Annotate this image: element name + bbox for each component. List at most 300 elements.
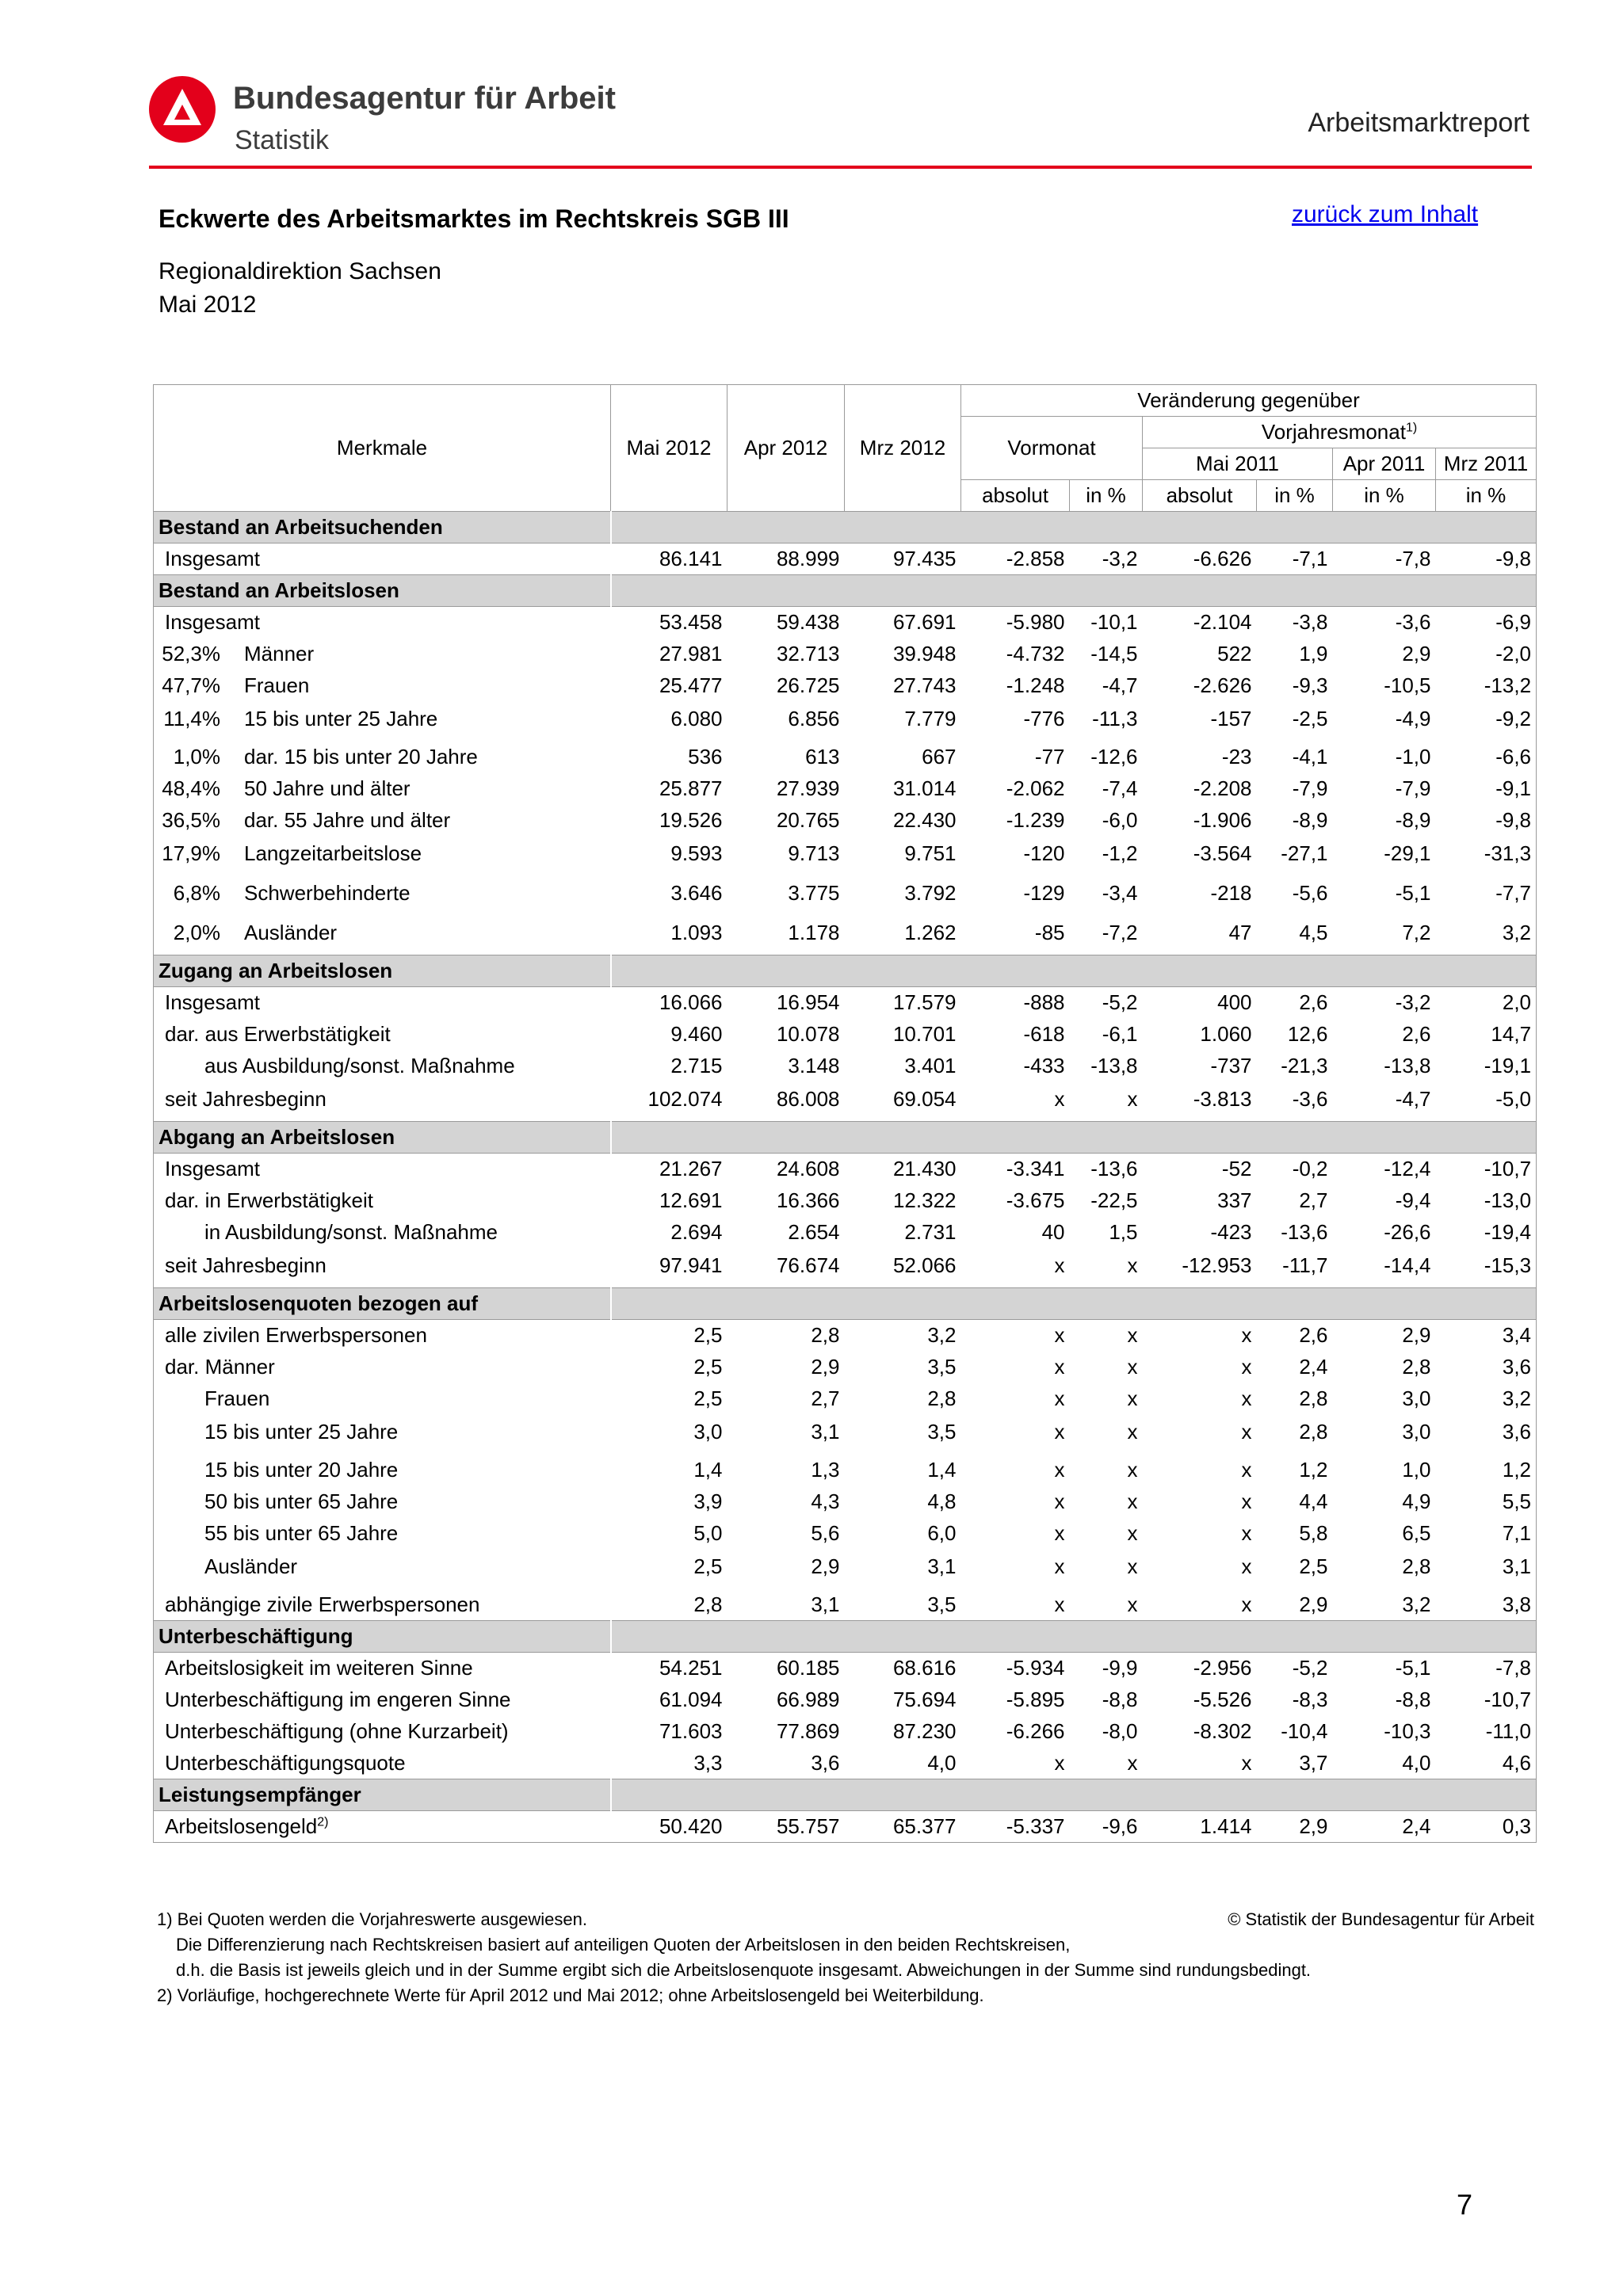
value-apr-2011-pct: 4,0: [1402, 1750, 1431, 1775]
row-label-text: Insgesamt: [165, 610, 260, 635]
row-label: [154, 805, 611, 837]
row-label: [154, 1811, 611, 1843]
value-apr-2011-pct: 6,5: [1402, 1521, 1431, 1545]
value-apr-2012: 88.999: [776, 547, 840, 570]
row-label-text: aus Ausbildung/sonst. Maßnahme: [204, 1054, 515, 1077]
value-apr-2011-pct: 2,6: [1402, 1022, 1431, 1046]
value-vormonat-absolut: x: [1054, 1750, 1065, 1775]
labour-market-table: [153, 384, 1537, 1843]
value-apr-2011-pct: -5,1: [1395, 881, 1431, 905]
report-name: Arbeitsmarktreport: [1308, 108, 1529, 138]
row-label: [154, 1383, 611, 1415]
value-mrz-2012: 9.751: [904, 841, 957, 865]
header-absolut: absolut: [961, 480, 1070, 512]
value-mai-2012: 61.094: [659, 1688, 723, 1711]
value-mai-2011-absolut: 47: [1228, 920, 1252, 944]
value-mai-2011-absolut: 337: [1217, 1188, 1252, 1212]
value-apr-2011-pct: -3,2: [1395, 990, 1431, 1015]
value-apr-2011-pct: 2,9: [1402, 642, 1431, 666]
header-mai-2012: Mai 2012: [611, 385, 727, 512]
value-mrz-2011-pct: 2,0: [1436, 987, 1537, 1019]
value-vormonat-pct: -7,4: [1102, 776, 1138, 800]
value-mrz-2012: 75.694: [892, 1688, 957, 1711]
value-mai-2012: 1.093: [670, 920, 723, 944]
copyright: © Statistik der Bundesagentur für Arbeit: [1228, 1909, 1534, 1929]
value-mai-2011-pct: -11,7: [1282, 1253, 1328, 1277]
value-mrz-2012: 1,4: [927, 1458, 957, 1482]
value-vormonat-pct: -8,0: [1102, 1719, 1138, 1743]
row-label-text: Arbeitslosigkeit im weiteren Sinne: [165, 1656, 473, 1680]
value-mrz-2011-pct: -5,0: [1436, 1082, 1537, 1122]
section-title: Abgang an Arbeitslosen: [154, 1122, 611, 1154]
value-vormonat-absolut: -85: [1034, 920, 1065, 944]
value-vormonat-pct: x: [1127, 1420, 1138, 1444]
header-mrz-2012: Mrz 2012: [845, 385, 961, 512]
value-apr-2012: 4,3: [811, 1489, 840, 1513]
value-apr-2011-pct: -7,8: [1395, 547, 1431, 570]
value-mai-2011-absolut: -8.302: [1193, 1719, 1252, 1743]
table-row: [154, 1455, 1537, 1486]
row-label: [154, 1716, 611, 1748]
value-mai-2011-absolut: -218: [1210, 881, 1252, 905]
value-mrz-2011-pct: 3,8: [1436, 1589, 1537, 1621]
header-apr-2012: Apr 2012: [727, 385, 845, 512]
value-vormonat-absolut: x: [1054, 1458, 1065, 1482]
value-mai-2011-pct: -3,8: [1292, 610, 1328, 635]
value-mai-2011-pct: -8,9: [1292, 808, 1328, 832]
section-fill: [611, 955, 1537, 987]
value-mrz-2011-pct: 3,6: [1436, 1352, 1537, 1383]
section-fill: [611, 1288, 1537, 1320]
value-mai-2012: 9.460: [670, 1022, 723, 1046]
value-apr-2011-pct: 2,8: [1402, 1355, 1431, 1379]
value-mai-2012: 2,5: [693, 1386, 723, 1410]
value-apr-2011-pct: 7,2: [1402, 920, 1431, 944]
row-label: [154, 1082, 611, 1122]
value-apr-2012: 20.765: [776, 808, 840, 832]
value-mai-2011-absolut: x: [1241, 1489, 1252, 1513]
value-apr-2012: 9.713: [788, 841, 840, 865]
table-row: [154, 1352, 1537, 1383]
value-apr-2012: 1,3: [811, 1458, 840, 1482]
value-mai-2011-pct: 2,9: [1299, 1592, 1328, 1616]
row-label: [154, 916, 611, 955]
row-label-text: Insgesamt: [165, 990, 260, 1015]
footnote-1: 1) Bei Quoten werden die Vorjahreswerte ausgewiesen.: [157, 1909, 587, 1929]
row-label-text: 50 Jahre und älter: [244, 776, 411, 800]
value-vormonat-pct: x: [1127, 1521, 1138, 1545]
table-row: [154, 742, 1537, 773]
row-label-text: Männer: [244, 642, 315, 666]
value-vormonat-pct: -6,1: [1102, 1022, 1138, 1046]
table-row: [154, 1716, 1537, 1748]
header-in-pct: in %: [1436, 480, 1537, 512]
value-mai-2011-pct: -8,3: [1292, 1688, 1328, 1711]
value-mai-2012: 16.066: [659, 990, 723, 1015]
value-mrz-2011-pct: -2,0: [1436, 639, 1537, 670]
value-mai-2012: 25.477: [659, 673, 723, 697]
section-header: [154, 1122, 1537, 1154]
value-mai-2012: 6.080: [670, 707, 723, 730]
row-label: [154, 773, 611, 805]
value-mai-2011-absolut: -3.813: [1193, 1086, 1252, 1111]
section-header: [154, 575, 1537, 607]
value-apr-2011-pct: 3,0: [1402, 1420, 1431, 1444]
value-mrz-2011-pct: -31,3: [1436, 837, 1537, 876]
value-mrz-2011-pct: -13,0: [1436, 1185, 1537, 1217]
value-vormonat-pct: -10,1: [1090, 610, 1138, 635]
table-row: [154, 987, 1537, 1019]
value-mai-2011-absolut: x: [1241, 1592, 1252, 1616]
header-in-pct: in %: [1070, 480, 1143, 512]
value-apr-2011-pct: -10,3: [1384, 1719, 1431, 1743]
row-label: [154, 1748, 611, 1779]
value-mai-2011-pct: -4,1: [1292, 745, 1328, 769]
ba-logo-icon: [149, 76, 216, 143]
value-mai-2011-pct: 1,9: [1299, 642, 1328, 666]
value-apr-2011-pct: 3,2: [1402, 1592, 1431, 1616]
value-mrz-2011-pct: -6,6: [1436, 742, 1537, 773]
value-mai-2011-absolut: 1.060: [1200, 1022, 1252, 1046]
value-mrz-2011-pct: 3,2: [1436, 916, 1537, 955]
value-mai-2012: 12.691: [659, 1188, 723, 1212]
value-mai-2012: 53.458: [659, 610, 723, 635]
value-mai-2011-absolut: x: [1241, 1458, 1252, 1482]
value-apr-2012: 32.713: [776, 642, 840, 666]
value-mai-2011-absolut: -6.626: [1193, 547, 1252, 570]
row-label-text: dar. 55 Jahre und älter: [244, 808, 451, 832]
row-label-text: dar. Männer: [165, 1355, 275, 1379]
brand-subtitle: Statistik: [235, 125, 330, 155]
value-mai-2012: 3,3: [693, 1750, 723, 1775]
value-apr-2011-pct: -29,1: [1384, 841, 1431, 865]
header-vorjahresmonat: Vorjahresmonat$^{1)}$: [1143, 417, 1537, 448]
value-vormonat-pct: x: [1127, 1554, 1138, 1578]
value-vormonat-absolut: -5.934: [1006, 1656, 1065, 1680]
section-fill: [611, 1779, 1537, 1811]
value-mrz-2012: 1.262: [904, 920, 957, 944]
value-mai-2011-absolut: x: [1241, 1420, 1252, 1444]
table-row: [154, 607, 1537, 639]
value-mrz-2011-pct: -15,3: [1436, 1249, 1537, 1288]
value-mai-2011-absolut: x: [1241, 1554, 1252, 1578]
footnote-1-cont: d.h. die Basis ist jeweils gleich und in der Summe ergibt sich die Arbeitslosenquote insgesamt. Abweichungen in der Summe sind rundungsbedingt.: [176, 1960, 1312, 1980]
value-vormonat-absolut: -2.858: [1006, 547, 1065, 570]
value-mai-2011-pct: -0,2: [1292, 1157, 1328, 1181]
value-apr-2012: 613: [805, 745, 840, 769]
value-apr-2012: 2,9: [811, 1355, 840, 1379]
value-vormonat-absolut: x: [1054, 1355, 1065, 1379]
row-label: [154, 1486, 611, 1518]
region-label: Regionaldirektion Sachsen: [158, 258, 441, 284]
value-vormonat-absolut: -618: [1023, 1022, 1065, 1046]
value-mrz-2012: 22.430: [892, 808, 957, 832]
value-mai-2011-pct: 2,7: [1299, 1188, 1328, 1212]
row-label-text: Unterbeschäftigungsquote: [165, 1750, 406, 1775]
value-mrz-2011-pct: 3,4: [1436, 1320, 1537, 1352]
value-mai-2012: 9.593: [670, 841, 723, 865]
value-mrz-2012: 6,0: [927, 1521, 957, 1545]
value-vormonat-absolut: -1.239: [1006, 808, 1065, 832]
value-vormonat-pct: -5,2: [1102, 990, 1138, 1015]
value-mrz-2012: 2,8: [927, 1386, 957, 1410]
value-mai-2011-pct: -5,2: [1292, 1656, 1328, 1680]
value-vormonat-pct: x: [1127, 1592, 1138, 1616]
value-vormonat-absolut: -6.266: [1006, 1719, 1065, 1743]
value-vormonat-pct: x: [1127, 1355, 1138, 1379]
value-mai-2011-absolut: -2.626: [1193, 673, 1252, 697]
value-vormonat-pct: x: [1127, 1086, 1138, 1111]
value-mrz-2011-pct: 0,3: [1436, 1811, 1537, 1843]
value-apr-2012: 60.185: [776, 1656, 840, 1680]
row-label-text: 15 bis unter 25 Jahre: [204, 1420, 399, 1444]
row-label: [154, 1455, 611, 1486]
value-mrz-2012: 4,0: [927, 1750, 957, 1775]
value-mai-2011-absolut: 400: [1217, 990, 1252, 1015]
table-row: [154, 1019, 1537, 1051]
row-label: [154, 876, 611, 916]
table-row: [154, 1684, 1537, 1716]
value-apr-2011-pct: -12,4: [1384, 1157, 1431, 1181]
value-mai-2011-absolut: -23: [1221, 745, 1252, 769]
value-apr-2012: 2,7: [811, 1386, 840, 1410]
row-label: [154, 1185, 611, 1217]
value-mrz-2012: 27.743: [892, 673, 957, 697]
value-mrz-2011-pct: -13,2: [1436, 670, 1537, 702]
value-apr-2011-pct: -4,9: [1395, 707, 1431, 730]
value-vormonat-absolut: -2.062: [1006, 776, 1065, 800]
row-label: [154, 1589, 611, 1621]
value-mrz-2012: 17.579: [892, 990, 957, 1015]
value-vormonat-pct: -13,6: [1090, 1157, 1138, 1181]
value-mai-2011-absolut: -157: [1210, 707, 1252, 730]
table-row: [154, 1249, 1537, 1288]
header-apr-2011: Apr 2011: [1333, 448, 1436, 480]
value-mrz-2011-pct: 5,5: [1436, 1486, 1537, 1518]
value-mai-2011-pct: 3,7: [1299, 1750, 1328, 1775]
value-vormonat-absolut: x: [1054, 1554, 1065, 1578]
value-apr-2011-pct: -10,5: [1384, 673, 1431, 697]
row-label: [154, 1051, 611, 1082]
value-vormonat-absolut: x: [1054, 1420, 1065, 1444]
value-vormonat-pct: x: [1127, 1386, 1138, 1410]
row-label: [154, 1019, 611, 1051]
value-mai-2012: 3,0: [693, 1420, 723, 1444]
section-title: Zugang an Arbeitslosen: [154, 955, 611, 987]
row-label-text: seit Jahresbeginn: [165, 1253, 327, 1277]
value-apr-2012: 2.654: [788, 1220, 840, 1244]
table-row: [154, 1383, 1537, 1415]
value-apr-2012: 3,1: [811, 1420, 840, 1444]
value-mrz-2012: 3,5: [927, 1592, 957, 1616]
value-mai-2011-pct: -3,6: [1292, 1086, 1328, 1111]
value-apr-2011-pct: -5,1: [1395, 1656, 1431, 1680]
value-mrz-2011-pct: -9,8: [1436, 805, 1537, 837]
value-vormonat-absolut: -5.895: [1006, 1688, 1065, 1711]
value-vormonat-absolut: -3.341: [1006, 1157, 1065, 1181]
header-mai-2011: Mai 2011: [1143, 448, 1333, 480]
row-label-text: alle zivilen Erwerbspersonen: [165, 1323, 427, 1348]
value-mrz-2012: 67.691: [892, 610, 957, 635]
value-mrz-2011-pct: -19,4: [1436, 1217, 1537, 1249]
value-mai-2011-absolut: x: [1241, 1750, 1252, 1775]
value-mrz-2011-pct: -10,7: [1436, 1684, 1537, 1716]
value-mai-2011-absolut: -3.564: [1193, 841, 1252, 865]
value-apr-2011-pct: -14,4: [1384, 1253, 1431, 1277]
table-row: [154, 1811, 1537, 1843]
value-mrz-2011-pct: -11,0: [1436, 1716, 1537, 1748]
table-row: [154, 702, 1537, 742]
value-vormonat-absolut: x: [1054, 1253, 1065, 1277]
value-mrz-2012: 69.054: [892, 1086, 957, 1111]
value-mai-2012: 1,4: [693, 1458, 723, 1482]
section-fill: [611, 1621, 1537, 1653]
share-percent: 2,0%: [173, 920, 220, 944]
value-apr-2012: 55.757: [727, 1811, 845, 1843]
table-row: [154, 1217, 1537, 1249]
value-mai-2011-absolut: x: [1241, 1323, 1252, 1348]
share-percent: 47,7%: [162, 673, 220, 697]
value-vormonat-absolut: -888: [1023, 990, 1065, 1015]
row-label-text: Insgesamt: [165, 1157, 260, 1181]
row-label-text: in Ausbildung/sonst. Maßnahme: [204, 1220, 498, 1244]
value-vormonat-pct: -3,2: [1102, 547, 1138, 570]
value-mai-2011-absolut: -1.906: [1193, 808, 1252, 832]
value-mai-2011-absolut: -2.208: [1193, 776, 1252, 800]
row-label: [154, 1415, 611, 1455]
section-header: [154, 1288, 1537, 1320]
value-mai-2011-pct: 2,6: [1299, 990, 1328, 1015]
value-mrz-2011-pct: 3,6: [1436, 1415, 1537, 1455]
value-vormonat-pct: -6,0: [1102, 808, 1138, 832]
value-mai-2011-pct: -2,5: [1292, 707, 1328, 730]
value-vormonat-pct: -8,8: [1102, 1688, 1138, 1711]
row-label: [154, 1249, 611, 1288]
footnote-1-cont: Die Differenzierung nach Rechtskreisen basiert auf anteiligen Quoten der Arbeitslosen in den beiden Rechtskreisen,: [176, 1935, 1071, 1955]
value-vormonat-pct: x: [1127, 1489, 1138, 1513]
section-fill: [611, 512, 1537, 543]
value-mrz-2012: 3,2: [927, 1323, 957, 1348]
value-mrz-2012: 10.701: [892, 1022, 957, 1046]
value-apr-2012: 10.078: [776, 1022, 840, 1046]
row-label: [154, 607, 611, 639]
value-mrz-2012: 3.792: [904, 881, 957, 905]
value-apr-2012: 76.674: [776, 1253, 840, 1277]
value-vormonat-pct: -1,2: [1102, 841, 1138, 865]
value-apr-2011-pct: -13,8: [1384, 1054, 1431, 1077]
table-row: [154, 1550, 1537, 1589]
row-label: [154, 742, 611, 773]
value-mrz-2011-pct: 1,2: [1436, 1455, 1537, 1486]
table-row: [154, 1320, 1537, 1352]
value-mai-2011-pct: -13,6: [1281, 1220, 1328, 1244]
value-apr-2012: 86.008: [776, 1086, 840, 1111]
page-title: Eckwerte des Arbeitsmarktes im Rechtskreis SGB III: [158, 204, 789, 233]
value-mai-2011-pct: 4,4: [1299, 1489, 1328, 1513]
row-label: [154, 702, 611, 742]
value-vormonat-pct: -14,5: [1090, 642, 1138, 666]
row-label: [154, 1518, 611, 1550]
value-vormonat-absolut: x: [1054, 1323, 1065, 1348]
row-label: [154, 543, 611, 575]
value-mai-2011-absolut: -423: [1210, 1220, 1252, 1244]
value-mrz-2011-pct: -19,1: [1436, 1051, 1537, 1082]
value-vormonat-absolut: -5.980: [1006, 610, 1065, 635]
row-label-text: seit Jahresbeginn: [165, 1086, 327, 1111]
row-label: [154, 1653, 611, 1684]
row-label-text: dar. in Erwerbstätigkeit: [165, 1188, 374, 1212]
row-label-text: Ausländer: [204, 1554, 298, 1578]
value-apr-2012: 26.725: [776, 673, 840, 697]
value-mai-2011-pct: 2,4: [1299, 1355, 1328, 1379]
value-vormonat-pct: -3,4: [1102, 881, 1138, 905]
table-row: [154, 773, 1537, 805]
row-label-text: Ausländer: [244, 920, 338, 944]
value-vormonat-absolut: -3.675: [1006, 1188, 1065, 1212]
value-mrz-2011-pct: -6,9: [1436, 607, 1537, 639]
value-mai-2012: 86.141: [659, 547, 723, 570]
share-percent: 1,0%: [173, 745, 220, 769]
value-mai-2012: 50.420: [611, 1811, 727, 1843]
back-to-contents-link[interactable]: zurück zum Inhalt: [1292, 201, 1479, 227]
page-number: 7: [1456, 2188, 1472, 2221]
value-mai-2011-absolut: -5.526: [1193, 1688, 1252, 1711]
value-mai-2011-pct: 12,6: [1287, 1022, 1328, 1046]
value-mai-2012: 2.715: [670, 1054, 723, 1077]
row-label-text: Langzeitarbeitslose: [244, 841, 422, 865]
value-mrz-2011-pct: -9,8: [1436, 543, 1537, 575]
row-label-text: Frauen: [204, 1386, 270, 1410]
header-divider: [149, 166, 1532, 169]
value-apr-2012: 3,1: [811, 1592, 840, 1616]
value-apr-2011-pct: 2,8: [1402, 1554, 1431, 1578]
value-vormonat-absolut: -433: [1023, 1054, 1065, 1077]
value-apr-2011-pct: -8,8: [1395, 1688, 1431, 1711]
value-mai-2011-pct: -7,9: [1292, 776, 1328, 800]
table-row: [154, 1185, 1537, 1217]
value-vormonat-pct: -12,6: [1090, 745, 1138, 769]
value-mrz-2012: 21.430: [892, 1157, 957, 1181]
value-vormonat-pct: x: [1127, 1323, 1138, 1348]
value-apr-2011-pct: 2,4: [1333, 1811, 1436, 1843]
value-apr-2012: 1.178: [788, 920, 840, 944]
value-mai-2012: 2.694: [670, 1220, 723, 1244]
value-mai-2011-pct: 4,5: [1299, 920, 1328, 944]
value-mai-2011-pct: -5,6: [1292, 881, 1328, 905]
row-label: [154, 670, 611, 702]
section-title: Bestand an Arbeitsuchenden: [154, 512, 611, 543]
row-label-text: Frauen: [244, 673, 310, 697]
share-percent: 11,4%: [163, 707, 220, 730]
value-mai-2011-pct: 2,8: [1299, 1420, 1328, 1444]
value-apr-2012: 3,6: [811, 1750, 840, 1775]
value-mrz-2011-pct: 3,1: [1436, 1550, 1537, 1589]
value-apr-2011-pct: 3,0: [1402, 1386, 1431, 1410]
table-row: [154, 543, 1537, 575]
table-row: [154, 1486, 1537, 1518]
row-label-text: Unterbeschäftigung im engeren Sinne: [165, 1688, 511, 1711]
value-mai-2012: 3,9: [693, 1489, 723, 1513]
section-title: Arbeitslosenquoten bezogen auf: [154, 1288, 611, 1320]
value-apr-2011-pct: -3,6: [1395, 610, 1431, 635]
value-mai-2011-pct: 2,9: [1257, 1811, 1333, 1843]
value-mrz-2012: 39.948: [892, 642, 957, 666]
value-vormonat-absolut: -5.337: [961, 1811, 1070, 1843]
value-mrz-2012: 65.377: [845, 1811, 961, 1843]
value-mrz-2012: 2.731: [904, 1220, 957, 1244]
value-mai-2012: 97.941: [659, 1253, 723, 1277]
row-label-text: Insgesamt: [165, 547, 260, 570]
